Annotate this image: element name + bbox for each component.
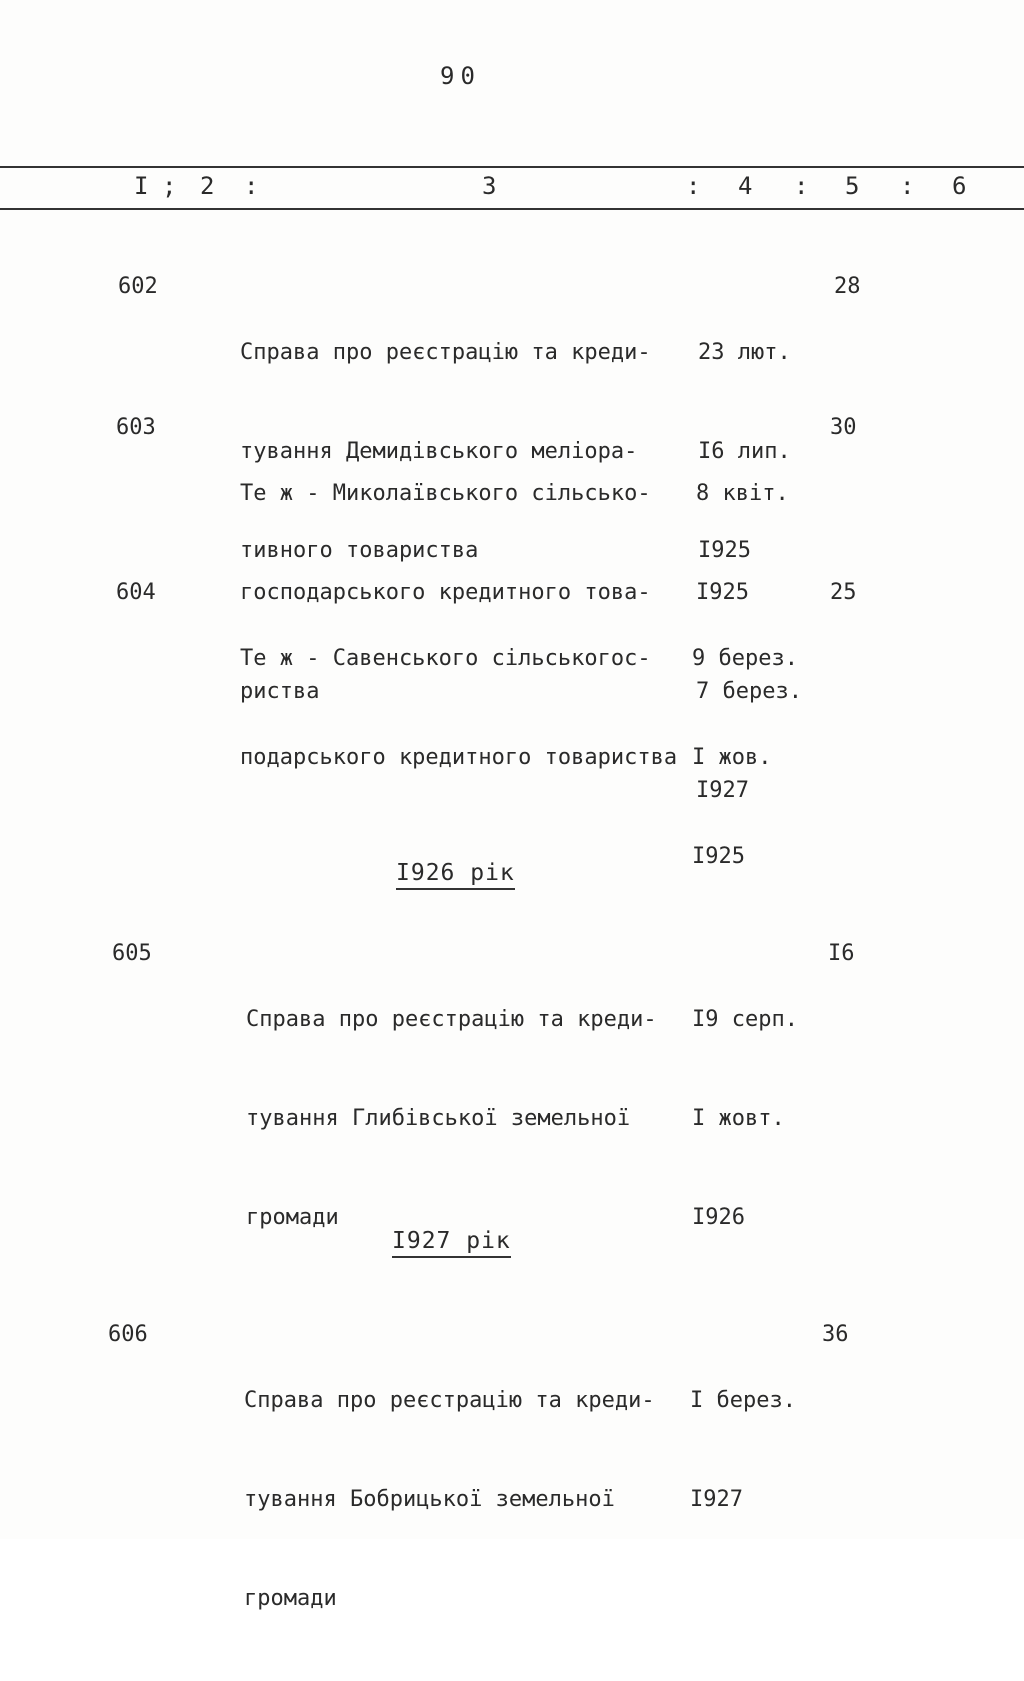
description-line: Справа про реєстрацію та креди-	[240, 340, 651, 365]
record-number: 604	[116, 580, 156, 605]
header-rule-bottom	[0, 208, 1024, 210]
description-line: тивного товариства	[240, 538, 479, 563]
date-line: 23 лют.	[698, 340, 791, 365]
column-header-3: 3	[482, 172, 497, 200]
description-line: Справа про реєстрацію та креди-	[246, 1007, 657, 1032]
column-separator: :	[900, 172, 915, 200]
date-line: I жов.	[692, 745, 772, 770]
description-line: громади	[244, 1586, 337, 1611]
column-separator: :	[686, 172, 701, 200]
record-dates	[690, 1318, 796, 1582]
record-sheet-count: 25	[830, 580, 857, 605]
description-line: Справа про реєстрацію та креди-	[244, 1388, 655, 1413]
record-number: 606	[108, 1322, 148, 1347]
record-number: 603	[116, 415, 156, 440]
column-header-2: 2	[200, 172, 215, 200]
date-line: I927	[690, 1487, 743, 1512]
column-header-1: I	[134, 172, 149, 200]
record-number: 605	[112, 941, 152, 966]
date-line: I927	[696, 778, 749, 803]
column-header-4: 4	[738, 172, 753, 200]
description-line: Те ж - Миколаївського сільсько-	[240, 481, 651, 506]
description-line: подарського кредитного товариства	[240, 745, 678, 770]
date-line: I925	[698, 538, 751, 563]
date-line: 7 берез.	[696, 679, 802, 704]
date-line: I9 серп.	[692, 1007, 798, 1032]
date-line: I926	[692, 1205, 745, 1230]
date-line: 9 берез.	[692, 646, 798, 671]
date-line: I6 лип.	[698, 439, 791, 464]
record-sheet-count: I6	[828, 941, 855, 966]
year-heading: I927 рік	[392, 1228, 511, 1258]
date-line: I берез.	[690, 1388, 796, 1413]
column-separator: ;	[162, 172, 177, 200]
column-header-5: 5	[845, 172, 860, 200]
record-sheet-count: 36	[822, 1322, 849, 1347]
record-dates	[692, 937, 798, 1300]
year-heading: I926 рік	[396, 860, 515, 890]
record-sheet-count: 28	[834, 274, 861, 299]
record-sheet-count: 30	[830, 415, 857, 440]
date-line: I925	[696, 580, 749, 605]
date-line: I жовт.	[692, 1106, 785, 1131]
record-number: 602	[118, 274, 158, 299]
date-line: 8 квіт.	[696, 481, 789, 506]
record-dates	[692, 576, 798, 939]
description-line: риства	[240, 679, 320, 704]
description-line: тування Демидівського меліора-	[240, 439, 638, 464]
description-line: Те ж - Савенського сільськогос-	[240, 646, 651, 671]
column-separator: :	[794, 172, 809, 200]
record-description	[244, 1318, 655, 1681]
column-separator: :	[244, 172, 259, 200]
description-line: тування Бобрицької земельної	[244, 1487, 615, 1512]
page-number: 90	[440, 62, 481, 90]
date-line: I925	[692, 844, 745, 869]
header-rule-top	[0, 166, 1024, 168]
column-header-6: 6	[952, 172, 967, 200]
description-line: тування Глибівської земельної	[246, 1106, 631, 1131]
record-description	[240, 576, 677, 840]
description-line: громади	[246, 1205, 339, 1230]
description-line: господарського кредитного това-	[240, 580, 651, 605]
